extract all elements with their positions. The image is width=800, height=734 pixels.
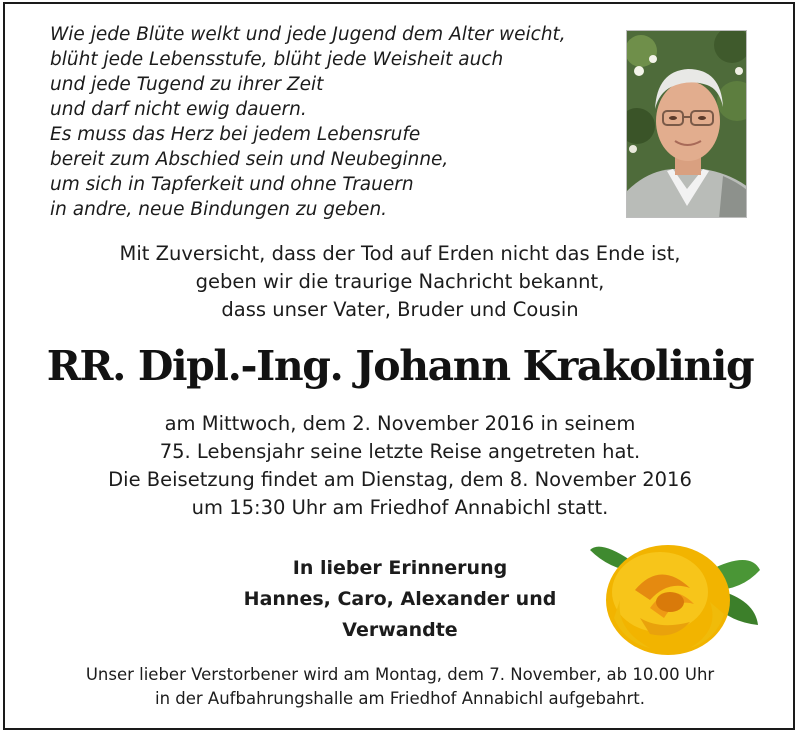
signature-line: Hannes, Caro, Alexander und [243,588,557,610]
signature-line: Verwandte [342,619,458,641]
poem-line: Es muss das Herz bei jedem Lebensrufe [50,124,421,145]
poem-line: um sich in Tapferkeit und ohne Trauern [50,174,414,195]
poem-line: in andre, neue Bindungen zu geben. [50,199,388,220]
intro-text [0,240,800,324]
intro-line: Mit Zuversicht, dass der Tod auf Erden nicht das Ende ist, [119,242,681,265]
yellow-rose-image [590,530,760,660]
death-notice-line: um 15:30 Uhr am Friedhof Annabichl statt. [191,496,609,519]
viewing-notice-line: in der Aufbahrungshalle am Friedhof Annabichl aufgebahrt. [154,689,646,708]
mourners-signature [200,553,600,646]
poem-line: und jede Tugend zu ihrer Zeit [50,74,324,95]
signature-line: In lieber Erinnerung [292,557,508,579]
viewing-notice [0,663,800,711]
portrait-photo [626,30,747,218]
viewing-notice-line: Unser lieber Verstorbener wird am Montag, dem 7. November, ab 10.00 Uhr [85,665,715,684]
poem-line: und darf nicht ewig dauern. [50,99,307,120]
poem-line: blüht jede Lebensstufe, blüht jede Weisheit auch [50,49,504,70]
death-notice-line: am Mittwoch, dem 2. November 2016 in seinem [164,412,636,435]
intro-line: geben wir die traurige Nachricht bekannt, [195,270,605,293]
poem [50,22,610,222]
poem-line: Wie jede Blüte welkt und jede Jugend dem Alter weicht, [50,24,566,45]
death-notice-line: 75. Lebensjahr seine letzte Reise angetreten hat. [159,440,641,463]
death-notice-line: Die Beisetzung findet am Dienstag, dem 8. November 2016 [108,468,692,491]
intro-line: dass unser Vater, Bruder und Cousin [221,298,579,321]
death-notice [0,410,800,522]
poem-line: bereit zum Abschied sein und Neubeginne, [50,149,449,170]
deceased-name: RR. Dipl.-Ing. Johann Krakolinig [46,342,754,390]
